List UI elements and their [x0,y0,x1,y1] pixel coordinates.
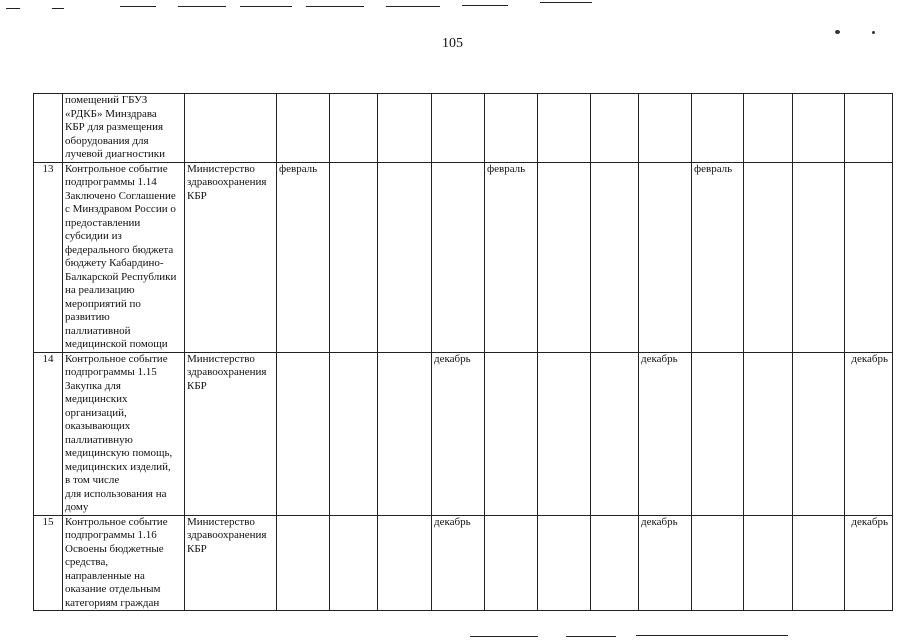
month-cell [538,94,591,163]
month-cell [591,162,639,352]
row-number: 13 [34,162,63,352]
month-cell [538,352,591,515]
row-number: 15 [34,515,63,611]
scan-artifact-top [52,8,64,9]
month-cell [330,515,378,611]
table-row [34,515,893,611]
schedule-table [33,93,893,611]
month-cell [744,352,793,515]
month-cell [277,515,330,611]
scan-artifact-top [462,5,508,6]
month-cell [485,352,538,515]
month-cell [378,162,432,352]
scan-artifact-top [240,6,292,7]
month-cell: декабрь [639,515,692,611]
scan-artifact-top [178,6,226,7]
month-cell: февраль [485,162,538,352]
month-cell [591,94,639,163]
event-description: Контрольное событие подпрограммы 1.16 Освоены бюджетные средства, направленные на оказание отдельным категориям граждан [63,515,185,611]
row-number [34,94,63,163]
month-cell [378,515,432,611]
table-row [34,94,893,163]
month-cell [692,94,744,163]
month-cell [793,352,845,515]
month-cell [845,162,893,352]
scan-artifact-top [306,6,364,7]
month-cell [793,162,845,352]
month-cell [591,515,639,611]
responsible-org: Министерство здравоохранения КБР [185,352,277,515]
month-cell [330,94,378,163]
event-description: помещений ГБУЗ «РДКБ» Минздрава КБР для размещения оборудования для лучевой диагностики [63,94,185,163]
month-cell [639,94,692,163]
month-cell [538,162,591,352]
month-cell [845,94,893,163]
month-cell: декабрь [432,515,485,611]
month-cell [692,352,744,515]
month-cell: февраль [692,162,744,352]
month-cell [591,352,639,515]
event-description: Контрольное событие подпрограммы 1.15 Закупка для медицинских организаций, оказывающих паллиативную медицинскую помощь, медицинских изделий, в том числе для использования на дому [63,352,185,515]
month-cell [744,515,793,611]
responsible-org: Министерство здравоохранения КБР [185,162,277,352]
month-cell [538,515,591,611]
responsible-org [185,94,277,163]
page-number: 105 [442,36,463,51]
responsible-org: Министерство здравоохранения КБР [185,515,277,611]
month-cell [793,515,845,611]
table-row [34,352,893,515]
scan-artifact-top [386,6,440,7]
month-cell [744,94,793,163]
event-description: Контрольное событие подпрограммы 1.14 Заключено Соглашение с Минздравом России о предоставлении субсидии из федерального бюджета бюджету Кабардино- Балкарской Республики на реализацию мероприятий по развитию паллиативной медицинской помощи [63,162,185,352]
month-cell [277,352,330,515]
scan-artifact-bottom [470,636,538,637]
scan-artifact-dot [835,30,840,34]
month-cell [485,515,538,611]
month-cell [330,162,378,352]
month-cell [330,352,378,515]
month-cell [485,94,538,163]
month-cell [378,352,432,515]
month-cell [692,515,744,611]
scan-artifact-top [6,8,20,9]
scan-artifact-dot [872,31,875,34]
month-cell [277,94,330,163]
month-cell: февраль [277,162,330,352]
month-cell: декабрь [845,352,893,515]
month-cell [744,162,793,352]
month-cell [639,162,692,352]
month-cell [378,94,432,163]
month-cell [793,94,845,163]
scan-artifact-bottom [566,636,616,637]
month-cell: декабрь [639,352,692,515]
month-cell [432,162,485,352]
table-row [34,162,893,352]
scan-artifact-top [120,6,156,7]
month-cell: декабрь [432,352,485,515]
month-cell: декабрь [845,515,893,611]
month-cell [432,94,485,163]
scan-artifact-top [540,2,592,3]
scan-artifact-bottom [636,635,788,636]
row-number: 14 [34,352,63,515]
